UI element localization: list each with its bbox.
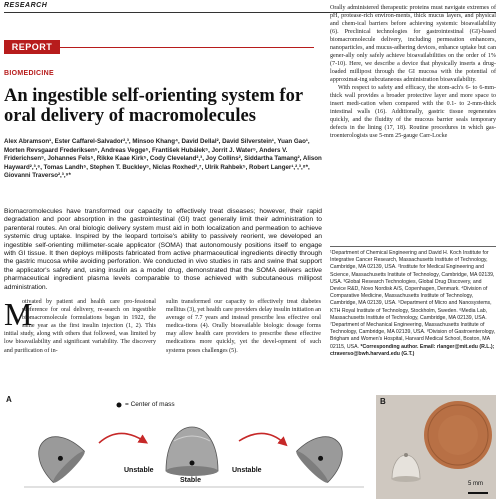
right-paragraph-1: Orally administered therapeutic proteins must navigate extremes of pH, protease-rich environ-ments, thick mucus layers, and physical and chem-ical barriers before achieving systemic bioavailability (6). Preclinical technologies for gastrointestinal (GI)-based biomacromolecule delivery, including permeation enhancers, nanoparticles, and mucus-adhering devices, enhance uptake but can gener-ally only safely achieve bioavailabilities on the order of 1% (7-10). Here, we describe a device that physically inserts a drug-loaded millipost through the GI mucosa with the potential of approximat-ing subcutaneous administration bioavailability. (330, 5, 496, 83)
main-text (4, 298, 322, 390)
figure-1 (4, 395, 496, 499)
text-column-2: sulin transformed our capacity to effectively treat diabetes mellitus (3), yet health care providers delay insulin initiation an average of 7.7 years and instead prescribe less effective oral medica-tions (4). Orally bioavailable biologic dosage forms may allow health care providers to prescribe these effective medications more quickly, yet the devel-opment of such systems poses challenges (5). (166, 299, 322, 354)
report-rule (60, 47, 314, 48)
arrow-left (99, 433, 144, 443)
body-paragraph-1b: This initial study, along with others that followed, was limited by low bioavailability and significant variability. The discovery and purification of in- (4, 323, 156, 354)
report-badge: REPORT (4, 40, 60, 54)
device-photo (376, 395, 496, 499)
section-label: RESEARCH (4, 2, 48, 9)
affiliations (330, 250, 496, 358)
right-text-column (330, 4, 496, 140)
dropcap: M (4, 296, 33, 332)
subject-category: BIOMEDICINE (4, 70, 54, 77)
shell-unstable-left (28, 426, 87, 485)
scale-bar-label: 5 mm (468, 481, 483, 487)
label-unstable-left: Unstable (124, 467, 154, 474)
panel-a-letter: A (6, 395, 12, 404)
shell-stable-center (166, 427, 218, 476)
shell-unstable-right (294, 426, 353, 485)
affiliation-text: ¹Department of Chemical Engineering and David H. Koch Institute for Integrative Cancer Research, Massachusetts Institute of Technology, Cambridge, MA 02139, USA. ²Institute for Medical Engineering and Science, Massachusetts Institute of Technology, Cambridge, MA 02139, USA. ³Global Research Technologies, Global Drug Discovery, and Device R&D, Novo Nordisk A/S, Copenhagen, Denmark. ⁴Division of Comparative Medicine, Massachusetts Institute of Technology, Cambridge, MA 02139, USA. ⁵Department of Micro and Nanosystems, KTH Royal Institute of Technology, Stockholm, Sweden. ⁶Media Lab, Massachusetts Institute of Technology, Cambridge, MA 02139, USA. ⁷Department of Mechanical Engineering, Massachusetts Institute of Technology, Cambridge, MA 02139, USA. ⁸Division of Gastroenterology, Brigham and Women's Hospital, Harvard Medical School, Boston, MA 02115, USA. (330, 250, 496, 350)
label-stable: Stable (180, 477, 202, 484)
panel-b-letter: B (380, 397, 386, 406)
article-title: An ingestible self-orienting system for oral delivery of macromolecules (4, 86, 303, 126)
body-paragraph-1: otivated by patient and health care pro-fessional preference for oral delivery, re-search on ingestible biomacromolecule formulations began in 1922, the same year as the first insulin injection (1, 2). (22, 299, 156, 330)
affiliation-rule (330, 246, 496, 247)
right-paragraph-2: With respect to safety and efficacy, the stom-ach's 6- to 6-mm-thick wall provides a broader protective layer and more space to insert medi-cation when compared with the 0.1- to 2-mm-thick intestinal walls (16). Additionally, gastric tissue regenerates quickly, and the fluidity of the mucous barrier seals temporary defects in the lining (17, 18). Routine procedures in which gas-troenterologists use 5-mm 25-gauge Carr-Locke (330, 85, 496, 139)
label-unstable-right: Unstable (232, 467, 262, 474)
corresponding-author: *Corresponding author. Email: rlanger@mit.edu (R.L.); ctraverso@bwh.harvard.edu (G.T.) (330, 343, 495, 357)
author-list: Alex Abramson¹, Ester Caffarel-Salvador²,³, Minsoo Khang⁴, David Dellal², David Silverstein¹, Yuan Gao¹, Morten Revsgaard Frederiksen⁵, Andreas Vegge⁵, František Hubálek⁵, Jorrit J. Water⁵, Anders V. Friderichsen⁵, Johannes Fels⁵, Rikke Kaae Kirk⁵, Cody Cleveland²,³, Joy Collins², Siddartha Tamang², Alison Hayward²,³,⁶, Tomas Landh⁵, Stephen T. Buckley⁵, Niclas Roxhed²,⁷, Ulrik Rahbek⁵, Robert Langer¹,²,³,⁸*, Giovanni Traverso²,³,⁹* (4, 138, 322, 180)
legend-text: = Center of mass (125, 401, 175, 408)
arrow-right (239, 433, 284, 443)
center-of-mass-dot (117, 403, 122, 408)
abstract: Biomacromolecules have transformed our capacity to effectively treat diseases; however, their rapid degradation and poor absorption in the gastrointestinal (GI) tract generally limit their administration to parenteral routes. An oral biologic delivery system must aid in both localization and permeation to achieve systemic drug uptake. Inspired by the leopard tortoise's ability to passively reorient, we developed an ingestible self-orienting millimeter-scale applicator (SOMA) that autonomously positions itself to engage with GI tissue. It then deploys milliposts fabricated from active pharmaceutical ingredients directly through the gastric mucosa while avoiding perforation. We conducted in vivo studies in rats and swine that support the applicator's safety and, using insulin as a model drug, demonstrated that the SOMA delivers active pharmaceutical ingredient plasma levels comparable to those achieved with subcutaneous millipost administration. (4, 208, 322, 291)
